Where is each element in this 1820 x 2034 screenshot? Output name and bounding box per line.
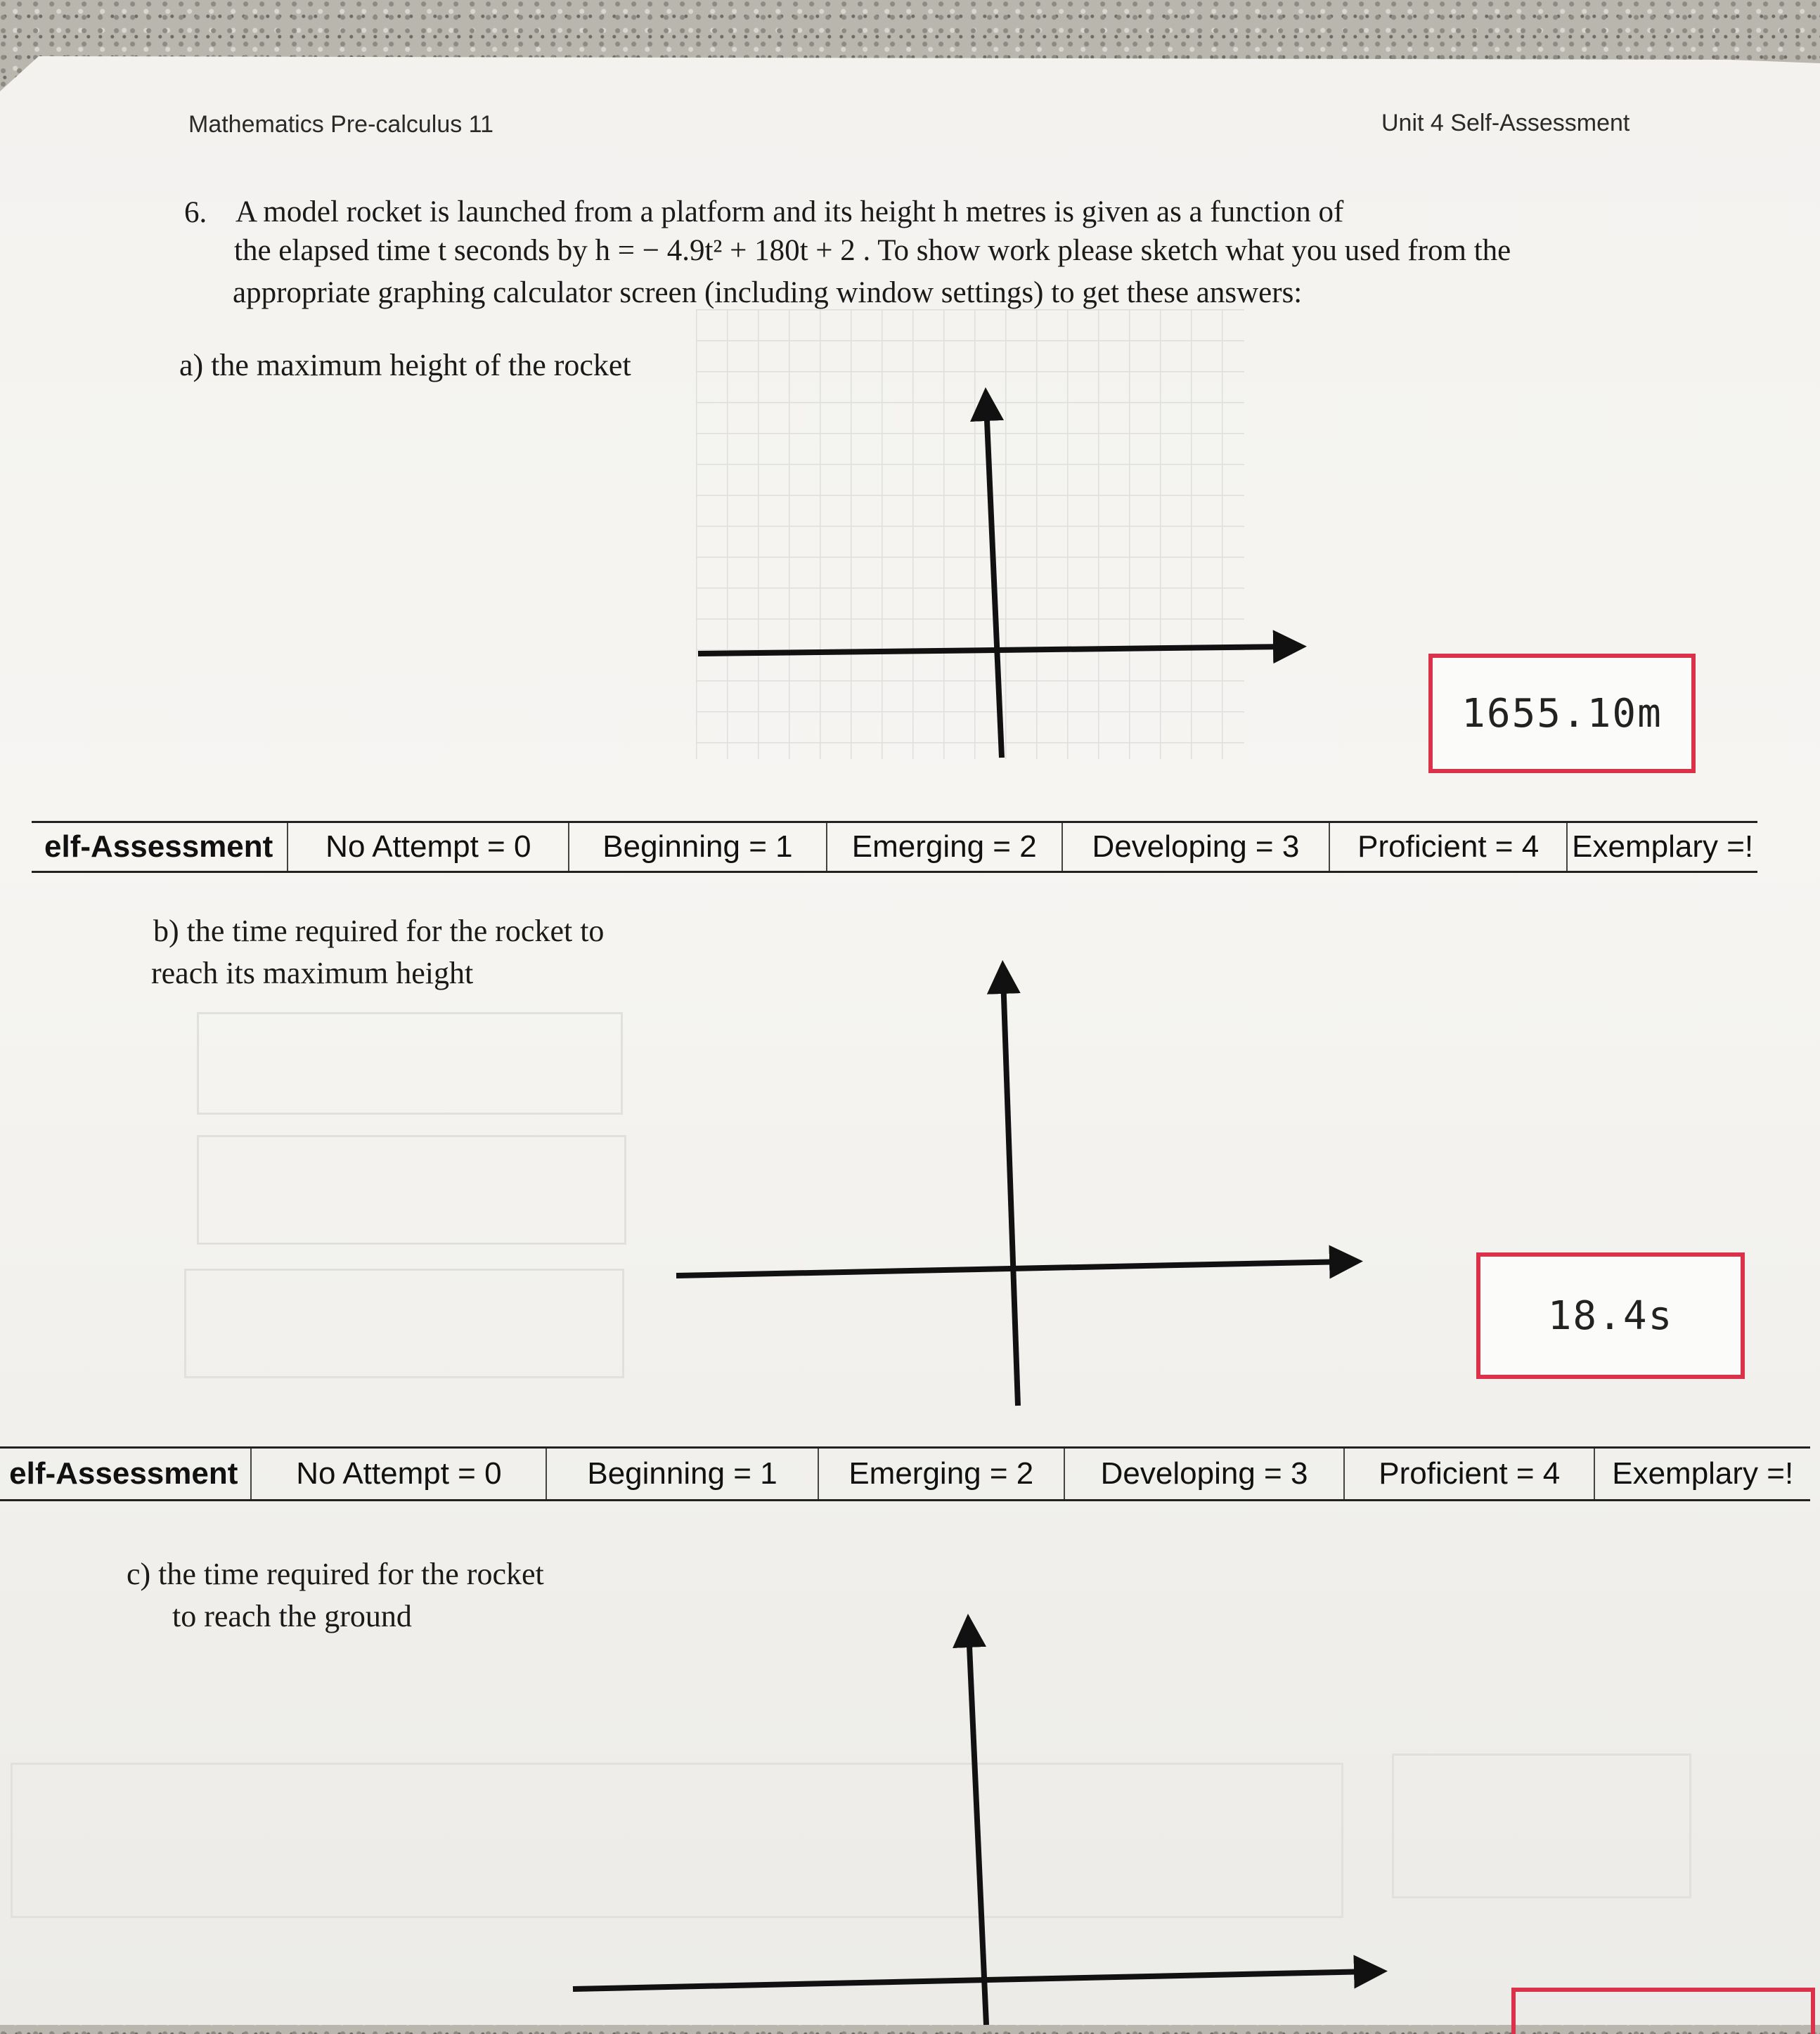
part-b-label-line-1: b) the time required for the rocket to xyxy=(153,914,605,948)
answer-box-b: 18.4s xyxy=(1476,1252,1745,1379)
question-line-2: the elapsed time t seconds by h = − 4.9t² + 180t + 2 . To show work please sketch what you used from the xyxy=(234,234,1511,267)
answer-box-a: 1655.10m xyxy=(1428,654,1696,773)
rubric-level-0[interactable]: No Attempt = 0 xyxy=(287,823,568,871)
rubric-level-4[interactable]: Proficient = 4 xyxy=(1343,1449,1594,1499)
x-axis-a xyxy=(698,647,1290,654)
rubric-level-2[interactable]: Emerging = 2 xyxy=(826,823,1061,871)
question-line-1: A model rocket is launched from a platform and its height h metres is given as a function of xyxy=(235,195,1344,228)
unit-title: Unit 4 Self-Assessment xyxy=(1381,110,1630,136)
rubric-level-0[interactable]: No Attempt = 0 xyxy=(250,1449,546,1499)
rubric-level-4[interactable]: Proficient = 4 xyxy=(1329,823,1566,871)
rubric-level-3[interactable]: Developing = 3 xyxy=(1064,1449,1343,1499)
rubric-title: elf-Assessment xyxy=(44,829,273,864)
question-number: 6. xyxy=(184,196,207,229)
rubric-level-2[interactable]: Emerging = 2 xyxy=(818,1449,1064,1499)
rubric-title: elf-Assessment xyxy=(9,1456,238,1491)
rubric-level-5[interactable]: Exemplary =! xyxy=(1566,823,1757,871)
part-c-label-line-2: to reach the ground xyxy=(172,1599,412,1633)
course-title: Mathematics Pre-calculus 11 xyxy=(188,111,493,138)
rubric-level-3[interactable]: Developing = 3 xyxy=(1061,823,1329,871)
rubric-level-1[interactable]: Beginning = 1 xyxy=(568,823,825,871)
rubric-level-5[interactable]: Exemplary =! xyxy=(1594,1449,1810,1499)
question-line-3: appropriate graphing calculator screen (including window settings) to get these answers: xyxy=(233,276,1303,309)
rubric-level-1[interactable]: Beginning = 1 xyxy=(546,1449,817,1499)
part-a-label: a) the maximum height of the rocket xyxy=(179,348,631,382)
x-axis-c xyxy=(573,1971,1371,1989)
y-axis-a xyxy=(986,404,1002,758)
y-axis-c xyxy=(969,1631,986,2025)
part-c-label-line-1: c) the time required for the rocket xyxy=(127,1557,544,1591)
y-axis-b xyxy=(1003,977,1018,1406)
part-b-label-line-2: reach its maximum height xyxy=(151,956,474,990)
